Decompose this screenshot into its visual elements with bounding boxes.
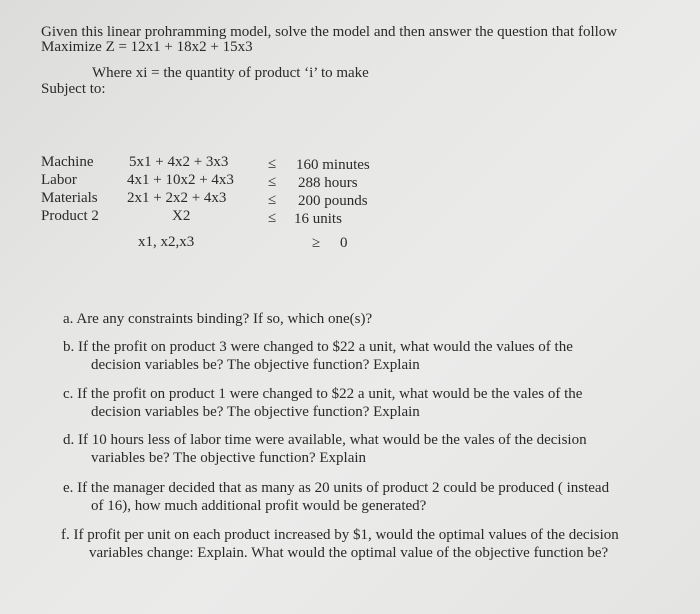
- constraint-label: Product 2: [41, 208, 99, 224]
- question-text: If the profit on product 3 were changed to $22 a unit, what would the values of the: [78, 339, 573, 355]
- question-text-continued: variables be? The objective function? Explain: [91, 449, 367, 466]
- constraint-label: Machine: [41, 154, 94, 170]
- constraint-rhs: 160 minutes: [296, 157, 370, 173]
- constraint-rhs: 16 units: [294, 211, 342, 227]
- question-text-continued: variables change: Explain. What would the optimal value of the objective function be?: [89, 544, 609, 561]
- question-c: [63, 386, 683, 421]
- question-letter: b.: [63, 339, 75, 355]
- question-text-continued: decision variables be? The objective function? Explain: [91, 403, 420, 420]
- constraint-rhs: 200 pounds: [298, 193, 368, 209]
- question-d: [63, 432, 683, 467]
- constraint-expression: 4x1 + 10x2 + 4x3: [127, 172, 234, 188]
- question-text: If 10 hours less of labor time were available, what would be the vales of the decision: [78, 432, 587, 448]
- variable-definition: Where xi = the quantity of product ‘i’ to make: [92, 65, 369, 81]
- question-f: [61, 527, 700, 562]
- question-a: [63, 311, 683, 329]
- nonnegativity-operator: ≥: [312, 235, 321, 251]
- constraint-operator: ≤: [268, 192, 277, 208]
- constraint-label: Labor: [41, 172, 77, 188]
- intro-text: Given this linear prohramming model, solve the model and then answer the question that follow: [41, 24, 618, 40]
- question-text: Are any constraints binding? If so, which one(s)?: [76, 311, 373, 327]
- question-letter: e.: [63, 480, 74, 496]
- constraint-expression: X2: [172, 208, 191, 224]
- question-letter: c.: [63, 386, 74, 402]
- question-letter: a.: [63, 311, 74, 327]
- constraint-operator: ≤: [268, 174, 277, 190]
- nonnegativity-vars: x1, x2,x3: [138, 234, 195, 250]
- question-b: [63, 339, 683, 374]
- question-text: If the profit on product 1 were changed to $22 a unit, what would be the vales of the: [77, 386, 583, 402]
- nonnegativity-rhs: 0: [340, 235, 348, 251]
- question-letter: f.: [61, 527, 70, 543]
- constraint-label: Materials: [41, 190, 98, 206]
- constraint-expression: 5x1 + 4x2 + 3x3: [129, 154, 229, 170]
- question-text: If profit per unit on each product increased by $1, would the optimal values of the decision: [73, 527, 619, 543]
- subject-to-label: Subject to:: [41, 81, 106, 97]
- constraint-operator: ≤: [268, 210, 277, 226]
- question-text-continued: decision variables be? The objective function? Explain: [91, 356, 420, 373]
- constraint-operator: ≤: [268, 156, 277, 172]
- question-text: If the manager decided that as many as 20 units of product 2 could be produced ( instead: [77, 480, 610, 496]
- question-e: [63, 480, 683, 515]
- constraint-expression: 2x1 + 2x2 + 4x3: [127, 190, 227, 206]
- question-letter: d.: [63, 432, 75, 448]
- constraint-rhs: 288 hours: [298, 175, 358, 191]
- question-text-continued: of 16), how much additional profit would be generated?: [91, 497, 427, 514]
- objective-function: Maximize Z = 12x1 + 18x2 + 15x3: [41, 39, 253, 55]
